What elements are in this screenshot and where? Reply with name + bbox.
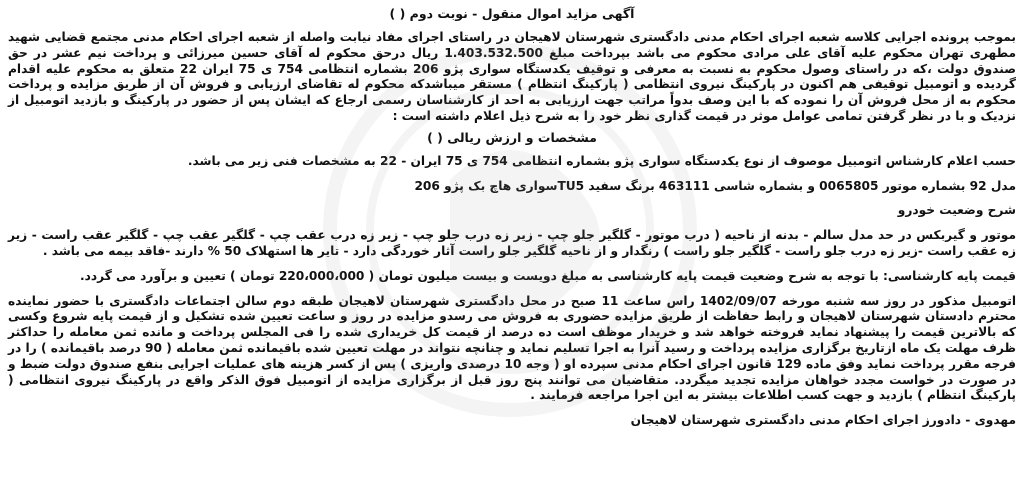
expert-statement: حسب اعلام کارشناس اتومبیل موصوف از نوع یکدستگاه سواری پژو بشماره انتظامی 754 ی 75 ایران - 22 به مشخصات فنی زیر می باشد. [187,153,1016,168]
auction-details-text: اتومبیل مذکور در روز سه شنبه مورخه 1402/09/07 راس ساعت 11 صبح در محل دادگستری شهرستان لاهیجان طبقه دوم سالن اجتماعات دادگستری با حضور نماینده محترم دادستان شهرستان لاهیجان و رابط حفاظت از طریق مزایده حضوری به فروش می رسدو مزایده در روز و ساعت تعیین شده تشکیل و از قیمت پایه شروع وکسی که بالاترین قیمت را پیشنهاد نماید فروخته خواهد شد و خریدار موظف است ده درصد از قیمت کل خریداری شده را فی المجلس پرداخت و مانده ثمن معامله را حداکثر ظرف مهلت یک ماه ازتاریخ برگزاری مزایده پرداخت و رسید آنرا به اجرا تسلیم نماید و چنانچه نتواند در مهلت تعیین شده باقیمانده ثمن معامله ( 90 درصد باقیمانده ) را در فرجه مقرر پرداخت نماید وفق ماده 129 قانون اجرای احکام مدنی سپرده او ( وجه 10 درصدی واریزی ) پس از کسر هزینه های عملیات اجرایی بنفع صندوق دولت ضبط و در صورت در خواست مجدد خواهان مزایده تجدید میگردد. متقاضیان می توانند پنج روز قبل از برگزاری مزایده از اتومبیل فوق الذکر واقع در پارکینگ نیروی انتظامی ( پارکینگ انتظام ) بازدید و جهت کسب اطلاعات بیشتر به این اجرا مراجعه فرمایند . [8,293,1017,403]
vehicle-status-title: شرح وضعیت خودرو [897,203,1016,218]
base-price-text: قیمت پایه کارشناسی: با توجه به شرح وضعیت قیمت پایه کارشناسی به مبلغ دویست و بیست میلیون تومان ( 220،000،000 تومان ) تعیین و برآورد می گردد. [80,268,1016,283]
notice-title: آگهی مزاید اموال منقول - نوبت دوم ( ) [389,6,635,21]
signature-line: مهدوی - دادورز اجرای احکام مدنی دادگستری شهرستان لاهیجان [630,413,1016,428]
vehicle-status-text: موتور و گیربکس در حد مدل سالم - بدنه از ناحیه ( درب موتور - گلگیر جلو چپ - زیر زه درب جلو چپ - زیر زه درب عقب چپ - گلگیر عقب چپ - گلگیر عقب راست - زیر زه عقب راست -زیر زه درب جلو راست - گلگیر جلو راست ) رنگدار و از ناحیه گلگیر جلو راست آثار خوردگی دارد - تایر ها استهلاک 50 % دارند -فاقد بیمه می باشد . [8,228,1016,258]
vehicle-model-line: مدل 92 بشماره موتور 0065805 و بشماره شاسی 463111 برنگ سفید TU5سواری هاچ بک پژو 206 [414,178,1016,193]
section-title: مشخصات و ارزش ریالی ( ) [427,129,597,145]
intro-paragraph: بموجب پرونده اجرایی کلاسه شعبه اجرای احکام مدنی دادگستری شهرستان لاهیجان در راستای اجرای مفاد نیابت واصله از شعبه اجرای احکام مدنی مجتمع قضایی شهید مطهری تهران محکوم علیه آقای علی مرادی محکوم می باشد بپرداخت مبلغ 1.403.532.500 ریال درحق محکوم له آقای حسین میرزائی و پرداخت نیم عشر در حق صندوق دولت ،که در راستای وصول محکوم به نسبت به معرفی و توقیف یکدستگاه سواری پژو 206 بشماره انتظامی 754 ی 75 ایران 22 متعلق به محکوم علیه اقدام گردیده و اتومبیل توقیفی هم اکنون در پارکینگ نیروی انتظامی ( پارکینگ انتظام ) مستقر میباشدکه محکوم له تقاضای ارزیابی و فروش آن از طریق مزایده و پرداخت محکوم به از محل فروش آن را نموده که با این وصف بدواً مراتب جهت ارزیابی به احد از کارشناسان رسمی ارجاع که ایشان پس از حضور در پارکینگ و بازدید اتومبیل از نزدیک و با در نظر گرفتن تمامی عوامل موثر در قیمت گذاری نظر خود را به شرح ذیل اعلام داشته است : [8,30,1017,123]
